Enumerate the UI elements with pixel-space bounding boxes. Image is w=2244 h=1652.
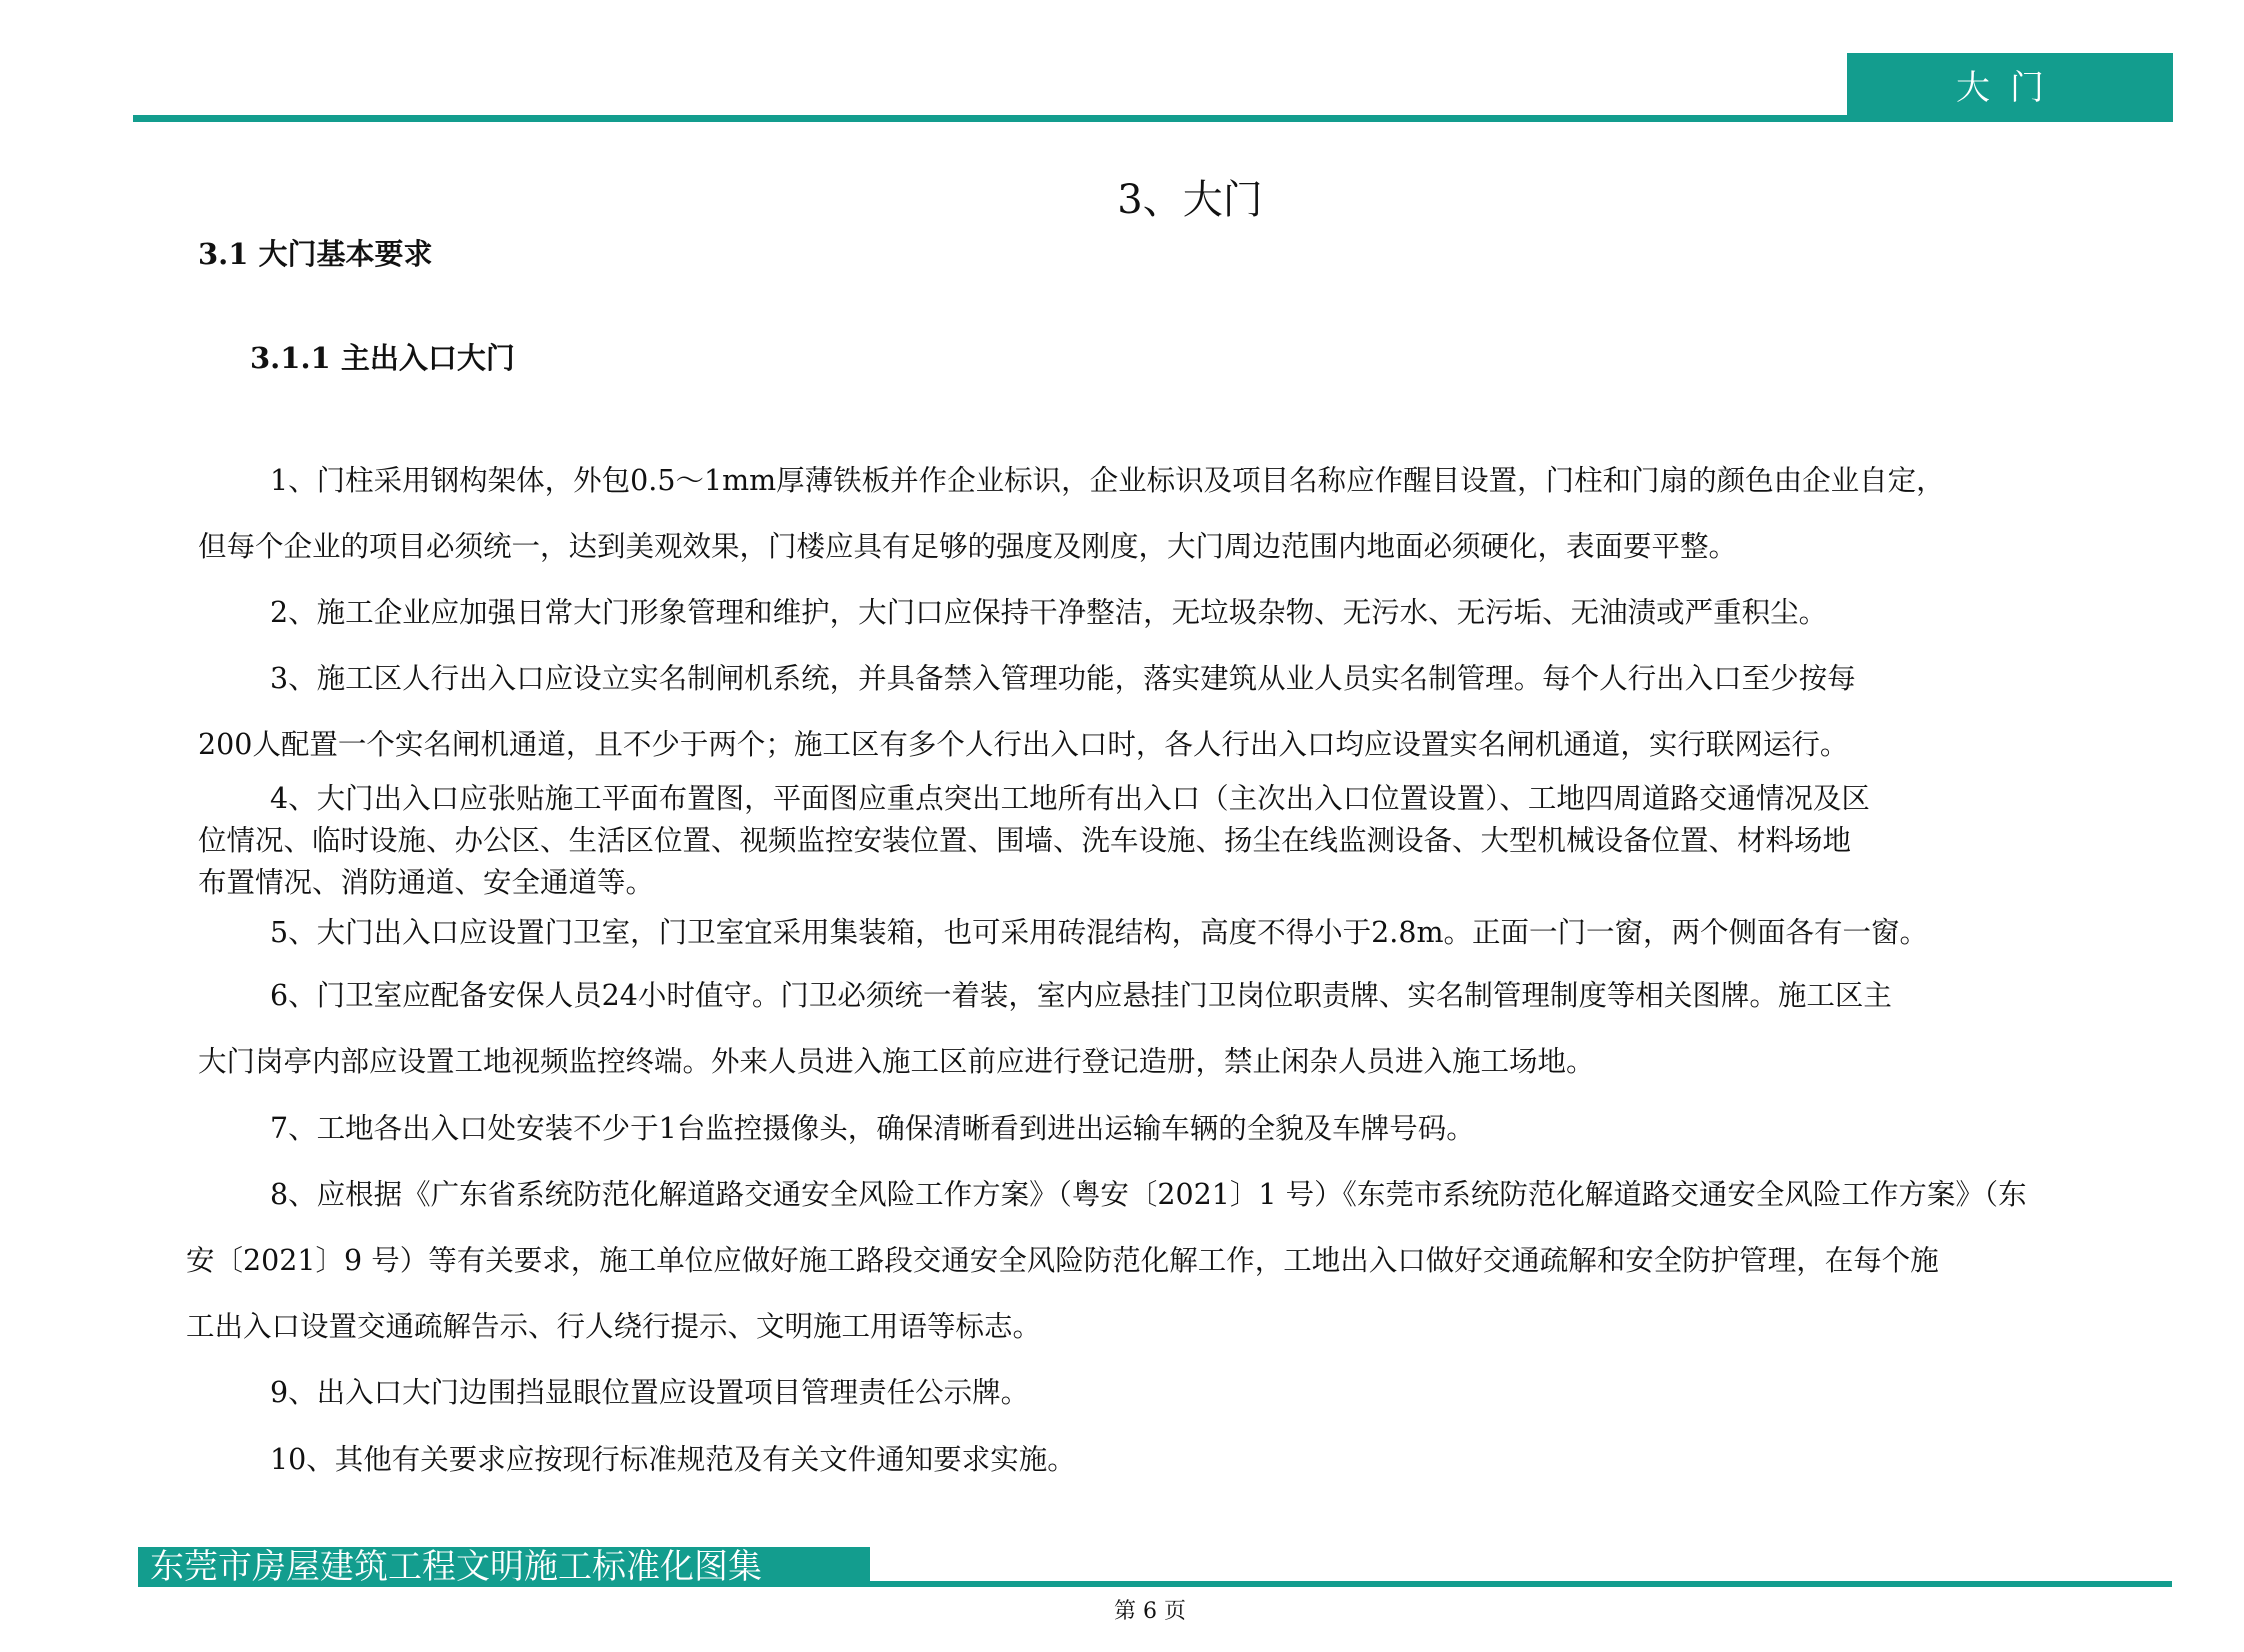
paragraph-5 (198, 905, 2188, 961)
paragraph-10 (198, 1427, 2188, 1493)
section-tab-label: 大门 (1956, 68, 2064, 108)
paragraph-2 (198, 580, 2188, 646)
section-tab (1847, 53, 2173, 116)
paragraph-8 (186, 1162, 2188, 1360)
paragraph-7 (198, 1096, 2188, 1162)
paragraph-line: 2、施工企业应加强日常大门形象管理和维护，大门口应保持干净整洁，无垃圾杂物、无污水、无污垢、无油渍或严重积尘。 (270, 596, 1828, 629)
paragraph-line: 7、工地各出入口处安装不少于1台监控摄像头，确保清晰看到进出运输车辆的全貌及车牌号码。 (270, 1112, 1475, 1145)
page-number: 第 6 页 (1114, 1599, 1186, 1624)
paragraph-3 (198, 646, 2188, 778)
paragraph-line: 工出入口设置交通疏解告示、行人绕行提示、文明施工用语等标志。 (186, 1310, 1042, 1343)
footer-title: 东莞市房屋建筑工程文明施工标准化图集 (138, 1547, 870, 1587)
header-rule (133, 115, 2173, 122)
page-title: 3、大门 (1117, 177, 1263, 223)
section-heading: 3.1 大门基本要求 (198, 237, 433, 271)
paragraph-line: 8、应根据《广东省系统防范化解道路交通安全风险工作方案》（粤安〔2021〕1 号）《东莞市系统防范化解道路交通安全风险工作方案》（东 (270, 1178, 2027, 1211)
paragraph-line: 大门岗亭内部应设置工地视频监控终端。外来人员进入施工区前应进行登记造册，禁止闲杂人员进入施工场地。 (198, 1045, 1595, 1078)
paragraph-9 (198, 1360, 2188, 1426)
footer-band (138, 1547, 2172, 1587)
paragraph-line: 1、门柱采用钢构架体，外包0.5～1mm厚薄铁板并作企业标识，企业标识及项目名称应作醒目设置，门柱和门扇的颜色由企业自定， (270, 464, 1945, 497)
paragraph-line: 4、大门出入口应张贴施工平面布置图，平面图应重点突出工地所有出入口（主次出入口位置设置）、工地四周道路交通情况及区 (270, 782, 1870, 815)
paragraph-line: 3、施工区人行出入口应设立实名制闸机系统，并具备禁入管理功能，落实建筑从业人员实名制管理。每个人行出入口至少按每 (270, 662, 1856, 695)
paragraph-line: 位情况、临时设施、办公区、生活区位置、视频监控安装位置、围墙、洗车设施、扬尘在线监测设备、大型机械设备位置、材料场地 (198, 824, 1852, 857)
paragraph-line: 安〔2021〕9 号）等有关要求，施工单位应做好施工路段交通安全风险防范化解工作，工地出入口做好交通疏解和安全防护管理，在每个施 (186, 1244, 1939, 1277)
paragraph-line: 但每个企业的项目必须统一，达到美观效果，门楼应具有足够的强度及刚度，大门周边范围内地面必须硬化，表面要平整。 (198, 530, 1738, 563)
paragraph-line: 5、大门出入口应设置门卫室，门卫室宜采用集装箱，也可采用砖混结构，高度不得小于2.8m。正面一门一窗，两个侧面各有一窗。 (270, 916, 1928, 949)
paragraph-line: 6、门卫室应配备安保人员24小时值守。门卫必须统一着装，室内应悬挂门卫岗位职责牌、实名制管理制度等相关图牌。施工区主 (270, 979, 1892, 1012)
paragraph-1 (198, 448, 2188, 580)
paragraph-line: 9、出入口大门边围挡显眼位置应设置项目管理责任公示牌。 (270, 1376, 1030, 1409)
subsection-heading: 3.1.1 主出入口大门 (250, 341, 515, 375)
paragraph-line: 布置情况、消防通道、安全通道等。 (198, 866, 655, 899)
paragraph-line: 200人配置一个实名闸机通道，且不少于两个；施工区有多个人行出入口时，各人行出入口均应设置实名闸机通道，实行联网运行。 (198, 728, 1849, 761)
paragraph-6 (198, 963, 2188, 1095)
paragraph-line: 10、其他有关要求应按现行标准规范及有关文件通知要求实施。 (270, 1443, 1076, 1476)
paragraph-4 (198, 778, 2188, 904)
